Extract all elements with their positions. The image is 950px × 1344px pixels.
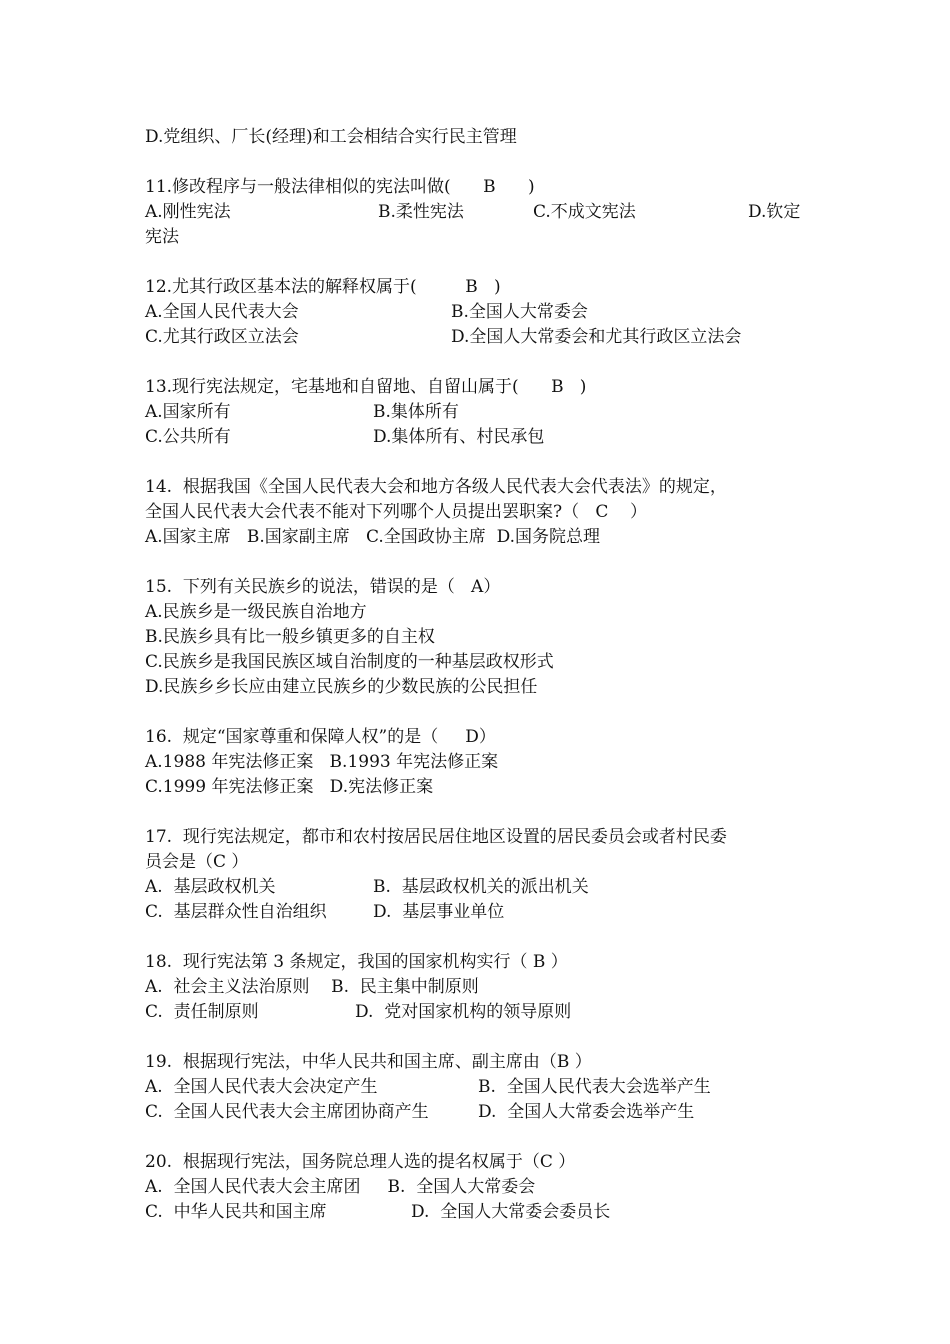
text-line: A.1988 年宪法修正案 B.1993 年宪法修正案 xyxy=(145,752,499,772)
option-text: D.钦定 xyxy=(748,202,801,222)
option-text: A.国家所有 xyxy=(145,402,231,422)
text-line: 18. 现行宪法第 3 条规定，我国的国家机构实行（ B ） xyxy=(145,952,568,972)
text-line: 11.修改程序与一般法律相似的宪法叫做( B ) xyxy=(145,177,535,197)
text-line: 15. 下列有关民族乡的说法，错误的是（ A） xyxy=(145,577,501,597)
text-line: C.民族乡是我国民族区域自治制度的一种基层政权形式 xyxy=(145,652,554,672)
text-line: 16. 规定“国家尊重和保障人权”的是（ D） xyxy=(145,727,496,747)
text-line: B.民族乡具有比一般乡镇更多的自主权 xyxy=(145,627,435,647)
option-text: B.柔性宪法 xyxy=(378,202,464,222)
blank-line xyxy=(145,450,810,475)
option-row xyxy=(145,300,810,325)
option-text: B.集体所有 xyxy=(373,402,459,422)
option-text: A. 全国人民代表大会决定产生 xyxy=(145,1077,378,1097)
option-row xyxy=(145,325,810,350)
blank-line xyxy=(145,350,810,375)
option-text: D. 全国人大常委会委员长 xyxy=(411,1202,611,1222)
option-text: D. 基层事业单位 xyxy=(373,902,505,922)
blank-line xyxy=(145,1125,810,1150)
blank-line xyxy=(145,150,810,175)
option-text: B. 全国人民代表大会选举产生 xyxy=(478,1077,711,1097)
text-line: C.1999 年宪法修正案 D.宪法修正案 xyxy=(145,777,434,797)
option-row xyxy=(145,1075,810,1100)
option-text: C.公共所有 xyxy=(145,427,231,447)
blank-line xyxy=(145,700,810,725)
option-text: C. 全国人民代表大会主席团协商产生 xyxy=(145,1102,429,1122)
option-text: C. 责任制原则 xyxy=(145,1002,259,1022)
option-text: A.全国人民代表大会 xyxy=(145,302,299,322)
text-line: 员会是（C ） xyxy=(145,852,249,872)
option-text: D. 党对国家机构的领导原则 xyxy=(355,1002,572,1022)
blank-line xyxy=(145,800,810,825)
option-text: B. 基层政权机关的派出机关 xyxy=(373,877,589,897)
option-row xyxy=(145,875,810,900)
option-text: A.刚性宪法 xyxy=(145,202,231,222)
option-text: C.尤其行政区立法会 xyxy=(145,327,299,347)
option-text: D. 全国人大常委会选举产生 xyxy=(478,1102,695,1122)
option-text: D.集体所有、村民承包 xyxy=(373,427,545,447)
option-row xyxy=(145,1200,810,1225)
text-line: 13.现行宪法规定，宅基地和自留地、自留山属于( B ) xyxy=(145,377,587,397)
text-line: A.国家主席 B.国家副主席 C.全国政协主席 D.国务院总理 xyxy=(145,527,601,547)
blank-line xyxy=(145,550,810,575)
option-text: D.全国人大常委会和尤其行政区立法会 xyxy=(451,327,742,347)
text-line: A. 全国人民代表大会主席团 B. 全国人大常委会 xyxy=(145,1177,536,1197)
text-line: 宪法 xyxy=(145,227,179,247)
text-line: 12.尤其行政区基本法的解释权属于( B ) xyxy=(145,277,501,297)
text-line: 全国人民代表大会代表不能对下列哪个人员提出罢职案?（ C ） xyxy=(145,502,647,522)
option-text: C.不成文宪法 xyxy=(533,202,636,222)
option-row xyxy=(145,1000,810,1025)
option-row xyxy=(145,425,810,450)
option-row xyxy=(145,200,810,225)
option-text: C. 中华人民共和国主席 xyxy=(145,1202,327,1222)
text-line: D.党组织、厂长(经理)和工会相结合实行民主管理 xyxy=(145,127,517,147)
option-row xyxy=(145,400,810,425)
text-line: D.民族乡乡长应由建立民族乡的少数民族的公民担任 xyxy=(145,677,538,697)
text-line: 20. 根据现行宪法，国务院总理人选的提名权属于（C ） xyxy=(145,1152,576,1172)
exam-questions xyxy=(145,125,810,1225)
blank-line xyxy=(145,250,810,275)
option-text: B.全国人大常委会 xyxy=(451,302,588,322)
option-text: C. 基层群众性自治组织 xyxy=(145,902,327,922)
text-line: A. 社会主义法治原则 B. 民主集中制原则 xyxy=(145,977,479,997)
option-text: A. 基层政权机关 xyxy=(145,877,276,897)
option-row xyxy=(145,1100,810,1125)
text-line: 17. 现行宪法规定，都市和农村按居民居住地区设置的居民委员会或者村民委 xyxy=(145,827,727,847)
text-line: 14. 根据我国《全国人民代表大会和地方各级人民代表大会代表法》的规定， xyxy=(145,477,727,497)
option-row xyxy=(145,900,810,925)
blank-line xyxy=(145,925,810,950)
text-line: 19. 根据现行宪法，中华人民共和国主席、副主席由（B ） xyxy=(145,1052,592,1072)
blank-line xyxy=(145,1025,810,1050)
text-line: A.民族乡是一级民族自治地方 xyxy=(145,602,367,622)
